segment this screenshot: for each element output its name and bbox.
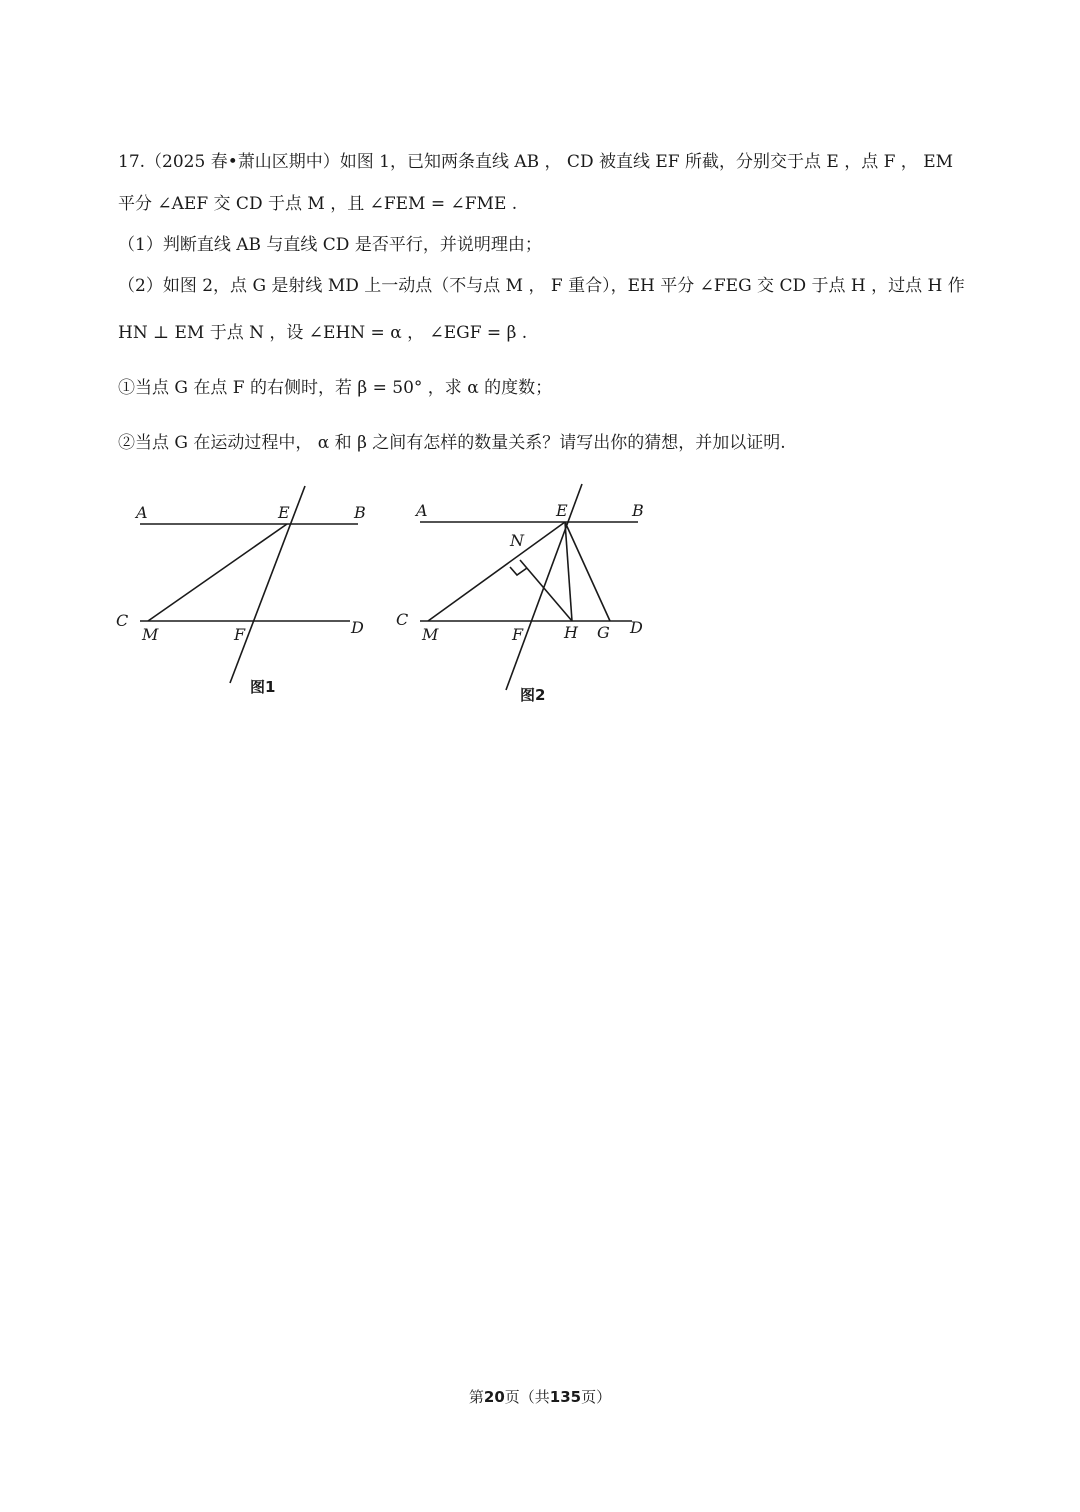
footer-middle: 页（共 <box>504 1388 550 1406</box>
right-angle-mark <box>510 567 527 575</box>
label-g: G <box>597 623 610 642</box>
problem-line-1: 17.（2025 春•萧山区期中）如图 1，已知两条直线 AB ， CD 被直线 EF 所截，分别交于点 E ，点 F ， EM <box>118 152 954 172</box>
label-n: N <box>510 531 524 550</box>
line-hn <box>520 560 572 621</box>
label-d: D <box>351 618 364 637</box>
label-e: E <box>556 501 568 520</box>
label-d: D <box>630 618 643 637</box>
label-f: F <box>512 625 524 644</box>
line-ef <box>230 486 305 683</box>
footer-suffix: 页） <box>581 1388 612 1406</box>
label-a: A <box>416 501 428 520</box>
problem-line-7: ②当点 G 在运动过程中， α 和 β 之间有怎样的数量关系？请写出你的猜想，并加以证明. <box>118 433 786 453</box>
label-c: C <box>396 610 409 629</box>
label-m: M <box>142 625 159 644</box>
line-em <box>428 522 565 621</box>
label-h: H <box>564 623 578 642</box>
label-a: A <box>136 503 148 522</box>
problem-line-2: 平分 ∠AEF 交 CD 于点 M ，且 ∠FEM = ∠FME . <box>118 194 518 214</box>
line-em <box>148 524 287 621</box>
label-f: F <box>234 625 246 644</box>
problem-line-3: （1）判断直线 AB 与直线 CD 是否平行，并说明理由； <box>118 235 542 255</box>
figure-2-caption: 图2 <box>520 686 546 704</box>
footer-page-number: 20 <box>483 1388 505 1406</box>
footer-total-pages: 135 <box>549 1388 582 1406</box>
label-m: M <box>422 625 439 644</box>
footer-prefix: 第 <box>468 1388 484 1406</box>
problem-line-6: ①当点 G 在点 F 的右侧时，若 β = 50° ，求 α 的度数； <box>118 378 553 398</box>
label-b: B <box>632 501 644 520</box>
page-footer <box>0 1386 1080 1407</box>
figure-2 <box>390 478 670 708</box>
problem-line-5: HN ⊥ EM 于点 N ，设 ∠EHN = α ， ∠EGF = β . <box>118 323 528 343</box>
label-c: C <box>116 611 129 630</box>
label-e: E <box>278 503 290 522</box>
problem-line-4: （2）如图 2，点 G 是射线 MD 上一动点（不与点 M ， F 重合），EH 平分 ∠FEG 交 CD 于点 H ，过点 H 作 <box>118 276 965 296</box>
figure-1 <box>110 478 380 708</box>
figure-1-caption: 图1 <box>250 678 276 696</box>
label-b: B <box>354 503 366 522</box>
